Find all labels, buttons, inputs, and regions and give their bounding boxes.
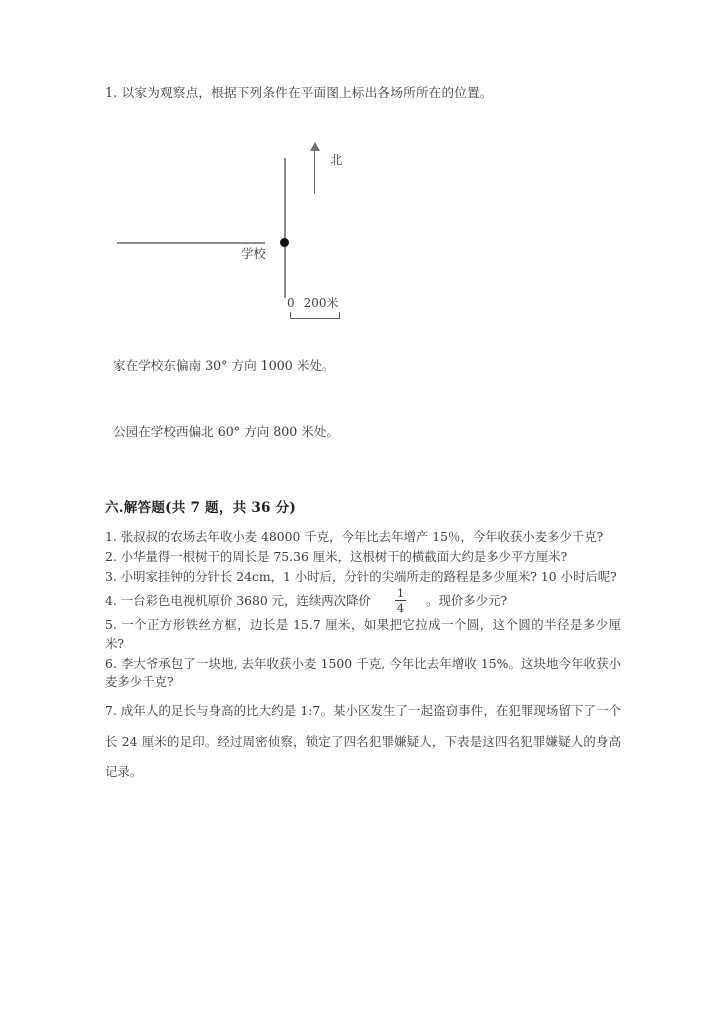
problem-item-5: 5. 一个正方形铁丝方框，边长是 15.7 厘米，如果把它拉成一个圆，这个圆的半径是多少厘米? bbox=[105, 616, 621, 651]
scale-bar-line bbox=[290, 318, 340, 319]
problem-item-2: 2. 小华量得一根树干的周长是 75.36 厘米，这根树干的横截面大约是多少平方厘米? bbox=[105, 548, 568, 564]
scale-bar bbox=[287, 294, 387, 328]
scale-tick-end bbox=[339, 312, 340, 319]
school-label: 学校 bbox=[241, 246, 266, 261]
scale-length-label: 200米 bbox=[303, 296, 339, 310]
north-arrow-shaft bbox=[314, 148, 315, 194]
plan-diagram bbox=[100, 130, 420, 330]
sub-question-1: 家在学校东偏南 30° 方向 1000 米处。 bbox=[113, 358, 335, 373]
problem-item-7: 7. 成年人的足长与身高的比大约是 1:7。某小区发生了一起盗窃事件，在犯罪现场留下了一个长 24 厘米的足印。经过周密侦察，锁定了四名犯罪嫌疑人，下表是这四名犯罪嫌疑人的身高记录。 bbox=[105, 703, 621, 779]
scale-bar-labels bbox=[287, 294, 339, 311]
scale-tick-start bbox=[290, 312, 291, 319]
problem-list bbox=[105, 528, 621, 788]
school-point-marker bbox=[280, 238, 289, 247]
problem-4-text-after: 。现价多少元? bbox=[426, 592, 508, 608]
fraction-denominator: 4 bbox=[396, 600, 405, 615]
sub-question-2: 公园在学校西偏北 60° 方向 800 米处。 bbox=[113, 424, 340, 439]
problem-4-text-before: 4. 一台彩色电视机原价 3680 元，连续两次降价 bbox=[105, 592, 371, 608]
fraction-numerator: 1 bbox=[396, 585, 405, 600]
problem-item-3: 3. 小明家挂钟的分针长 24cm，1 小时后，分针的尖端所走的路程是多少厘米? 10 小时后呢? bbox=[105, 568, 617, 584]
problem-item-6: 6. 李大爷承包了一块地, 去年收获小麦 1500 千克, 今年比去年增收 15%。这块地今年收获小麦多少千克? bbox=[105, 655, 621, 690]
problem-item-1: 1. 张叔叔的农场去年收小麦 48000 千克，今年比去年增产 15％，今年收获小麦多少千克? bbox=[105, 529, 604, 544]
north-label: 北 bbox=[330, 152, 343, 167]
section-heading: 六.解答题(共 7 题，共 36 分) bbox=[105, 500, 297, 516]
vertical-axis-line bbox=[284, 158, 286, 298]
fraction-one-quarter bbox=[395, 587, 406, 614]
problem-item-4 bbox=[105, 585, 621, 615]
scale-zero-label: 0 bbox=[287, 296, 295, 310]
north-arrow-icon bbox=[306, 142, 366, 196]
intro-question-text: 1. 以家为观察点，根据下列条件在平面图上标出各场所所在的位置。 bbox=[105, 85, 493, 100]
